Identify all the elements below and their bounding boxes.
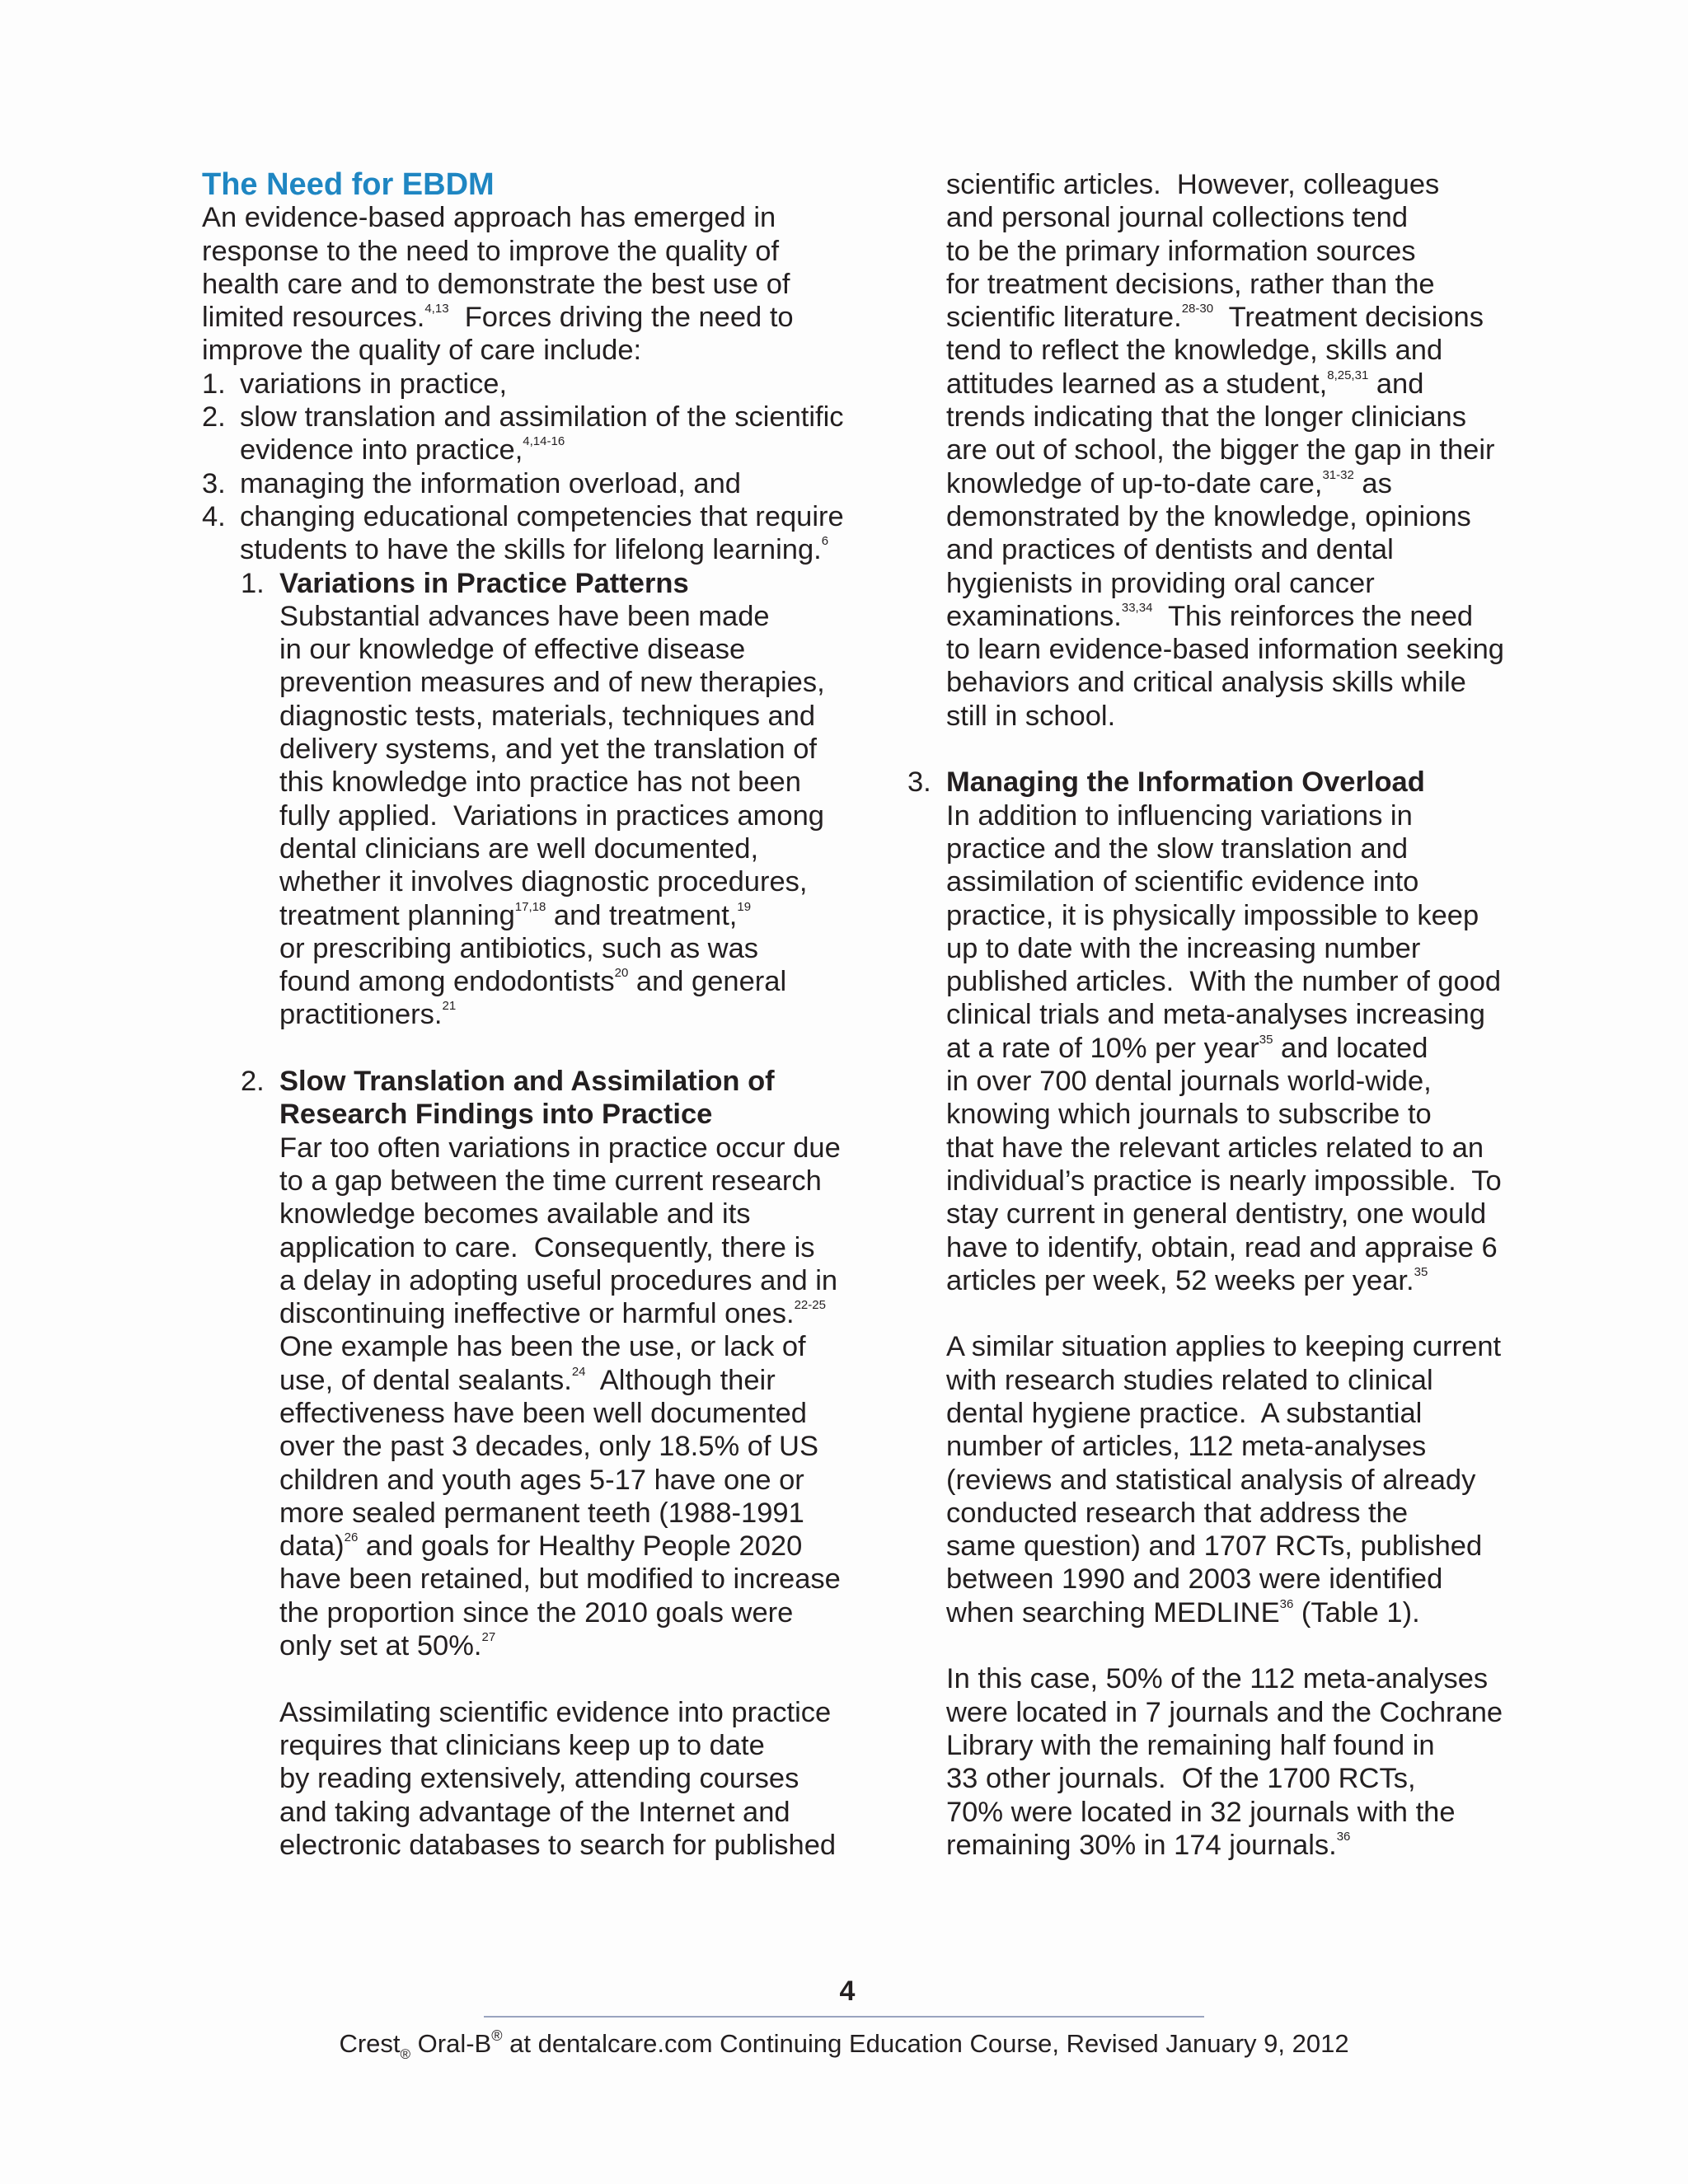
body-line: electronic databases to search for published [279, 1829, 837, 1861]
body-line: examinations.$^{33,34}$ This reinforces the need [946, 600, 1474, 632]
body-line: this knowledge into practice has not been [279, 766, 801, 799]
body-line: practitioners.$^{21}$ [279, 999, 457, 1031]
subsection-title: 1. Variations in Practice Patterns [241, 567, 689, 599]
body-line: tend to reflect the knowledge, skills and [946, 335, 1443, 367]
list-item: 4. changing educational competencies that require [202, 500, 844, 532]
body-line: prevention measures and of new therapies, [279, 667, 825, 699]
citation: 27 [481, 1630, 496, 1645]
citation: 28-30 [1181, 302, 1214, 316]
body-line: only set at 50%.$^{27}$ [279, 1630, 496, 1662]
citation: 22-25 [794, 1298, 826, 1313]
body-line: children and youth ages 5-17 have one or [279, 1464, 804, 1496]
page-number: 4 [839, 1975, 856, 2007]
body-line: articles per week, 52 weeks per year.$^{35}$ [946, 1264, 1428, 1296]
section-heading: The Need for EBDM [202, 167, 495, 202]
citation: 35 [1259, 1032, 1273, 1047]
body-line: requires that clinicians keep up to date [279, 1729, 765, 1761]
list-item: 2. slow translation and assimilation of the scientific [202, 401, 844, 434]
footer-divider [484, 2016, 1204, 2018]
body-line: use, of dental sealants.$^{24}$ Although their [279, 1364, 776, 1396]
body-line: up to date with the increasing number [946, 932, 1421, 964]
body-line: limited resources.$^{4,13}$ Forces driving the need to [202, 302, 794, 334]
citation: 6 [821, 534, 829, 549]
list-item-continued: evidence into practice,$^{4,14-16}$ [240, 434, 565, 466]
citation: 36 [1279, 1596, 1294, 1611]
body-line: delivery systems, and yet the translation of [279, 733, 817, 766]
list-item: 1. variations in practice, [202, 368, 508, 400]
body-line: and practices of dentists and dental [946, 534, 1394, 566]
body-line: One example has been the use, or lack of [279, 1331, 806, 1363]
body-line: Assimilating scientific evidence into practice [279, 1696, 832, 1728]
citation: 8,25,31 [1327, 368, 1369, 382]
body-line: have to identify, obtain, read and appraise 6 [946, 1231, 1498, 1263]
body-line: An evidence-based approach has emerged in [202, 202, 776, 234]
body-line: In addition to influencing variations in [946, 799, 1413, 832]
body-line: still in school. [946, 700, 1116, 732]
body-line: effectiveness have been well documented [279, 1397, 807, 1429]
citation: 31-32 [1322, 467, 1354, 482]
body-line: Substantial advances have been made [279, 600, 770, 632]
body-line: that have the relevant articles related to an [946, 1132, 1484, 1164]
body-line: for treatment decisions, rather than the [946, 268, 1435, 300]
citation: 4,13 [424, 302, 449, 316]
body-line: by reading extensively, attending courses [279, 1763, 799, 1795]
body-line: dental hygiene practice. A substantial [946, 1397, 1423, 1429]
body-line: were located in 7 journals and the Cochrane [946, 1696, 1503, 1728]
body-line: in over 700 dental journals world-wide, [946, 1066, 1432, 1098]
body-line: (reviews and statistical analysis of already [946, 1464, 1476, 1496]
body-line: are out of school, the bigger the gap in their [946, 434, 1495, 466]
subsection-title-continued: Research Findings into Practice [279, 1099, 713, 1131]
body-line: to be the primary information sources [946, 235, 1416, 267]
body-line: knowing which journals to subscribe to [946, 1099, 1432, 1131]
citation: 26 [344, 1530, 359, 1545]
body-line: with research studies related to clinical [946, 1364, 1433, 1396]
right-column [907, 168, 1523, 1862]
body-line: Library with the remaining half found in [946, 1729, 1435, 1761]
citation: 24 [571, 1364, 586, 1379]
body-line: In this case, 50% of the 112 meta-analyses [946, 1663, 1489, 1695]
registered-mark: ® [491, 2027, 503, 2044]
body-line: more sealed permanent teeth (1988-1991 [279, 1497, 804, 1529]
body-line: over the past 3 decades, only 18.5% of US [279, 1431, 818, 1463]
body-line: when searching MEDLINE$^{36}$ (Table 1). [946, 1596, 1420, 1629]
body-line: attitudes learned as a student,$^{8,25,31}$ and [946, 368, 1424, 400]
body-line: behaviors and critical analysis skills while [946, 667, 1466, 699]
body-line: to a gap between the time current research [279, 1165, 822, 1197]
citation: 4,14-16 [523, 434, 565, 449]
body-line: knowledge of up-to-date care,$^{31-32}$ as [946, 467, 1392, 499]
subsection-title: 3. Managing the Information Overload [907, 766, 1425, 799]
list-item-continued: students to have the skills for lifelong learning.$^6$ [240, 534, 829, 566]
body-line: hygienists in providing oral cancer [946, 567, 1375, 599]
citation: 17,18 [514, 899, 546, 914]
body-line: whether it involves diagnostic procedures, [279, 866, 808, 898]
body-line: remaining 30% in 174 journals.$^{36}$ [946, 1829, 1351, 1861]
body-line: practice and the slow translation and [946, 832, 1409, 865]
body-line: A similar situation applies to keeping current [946, 1331, 1502, 1363]
citation: 33,34 [1121, 600, 1153, 615]
body-line: same question) and 1707 RCTs, published [946, 1530, 1483, 1563]
body-line: scientific literature.$^{28-30}$ Treatment decisions [946, 302, 1484, 334]
body-line: a delay in adopting useful procedures and in [279, 1264, 838, 1296]
body-line: health care and to demonstrate the best use of [202, 268, 790, 300]
list-item: 3. managing the information overload, and [202, 467, 741, 499]
citation: 36 [1336, 1829, 1351, 1844]
left-column [202, 168, 853, 1862]
body-line: scientific articles. However, colleagues [946, 169, 1440, 200]
body-line: fully applied. Variations in practices among [279, 799, 824, 832]
body-line: Far too often variations in practice occur due [279, 1132, 841, 1164]
body-line: between 1990 and 2003 were identified [946, 1563, 1443, 1596]
body-line: dental clinicians are well documented, [279, 832, 759, 865]
body-line: response to the need to improve the quality of [202, 235, 780, 267]
body-line: in our knowledge of effective disease [279, 634, 746, 666]
body-line: data)$^{26}$ and goals for Healthy People 2020 [279, 1530, 803, 1563]
body-line: the proportion since the 2010 goals were [279, 1596, 794, 1629]
body-line: treatment planning$^{17,18}$ and treatment,$^{19}$ [279, 899, 752, 931]
body-line: found among endodontists$^{20}$ and general [279, 966, 787, 998]
registered-mark: ® [400, 2046, 411, 2062]
body-line: demonstrated by the knowledge, opinions [946, 500, 1471, 532]
citation: 20 [614, 966, 629, 981]
body-line: stay current in general dentistry, one would [946, 1198, 1487, 1230]
footer-caption: Crest$_®$ Oral-B® at dentalcare.com Continuing Education Course, Revised January 9, 2012 [339, 2027, 1349, 2062]
body-line: individual’s practice is nearly impossible. To [946, 1165, 1502, 1197]
body-line: at a rate of 10% per year$^{35}$ and located [946, 1032, 1428, 1064]
body-line: and taking advantage of the Internet and [279, 1796, 790, 1828]
citation: 35 [1414, 1264, 1428, 1279]
body-line: published articles. With the number of good [946, 966, 1502, 998]
body-line: number of articles, 112 meta-analyses [946, 1431, 1427, 1463]
body-line: or prescribing antibiotics, such as was [279, 932, 759, 964]
body-line: practice, it is physically impossible to keep [946, 899, 1479, 931]
body-line: diagnostic tests, materials, techniques and [279, 700, 816, 732]
citation: 21 [442, 999, 457, 1014]
body-line: discontinuing ineffective or harmful ones.$^{22-25}$ [279, 1298, 826, 1330]
body-line: to learn evidence-based information seeking [946, 634, 1504, 666]
subsection-title: 2. Slow Translation and Assimilation of [241, 1066, 775, 1098]
body-line: 33 other journals. Of the 1700 RCTs, [946, 1763, 1416, 1795]
body-line: application to care. Consequently, there is [279, 1231, 815, 1263]
body-line: and personal journal collections tend [946, 202, 1409, 234]
body-line: conducted research that address the [946, 1497, 1409, 1529]
body-line: 70% were located in 32 journals with the [946, 1796, 1456, 1828]
body-line: clinical trials and meta-analyses increasing [946, 999, 1485, 1031]
body-line: trends indicating that the longer clinicians [946, 401, 1466, 434]
citation: 19 [737, 899, 752, 914]
body-line: have been retained, but modified to increase [279, 1563, 841, 1596]
body-line: improve the quality of care include: [202, 335, 642, 367]
body-line: assimilation of scientific evidence into [946, 866, 1419, 898]
body-line: knowledge becomes available and its [279, 1198, 751, 1230]
